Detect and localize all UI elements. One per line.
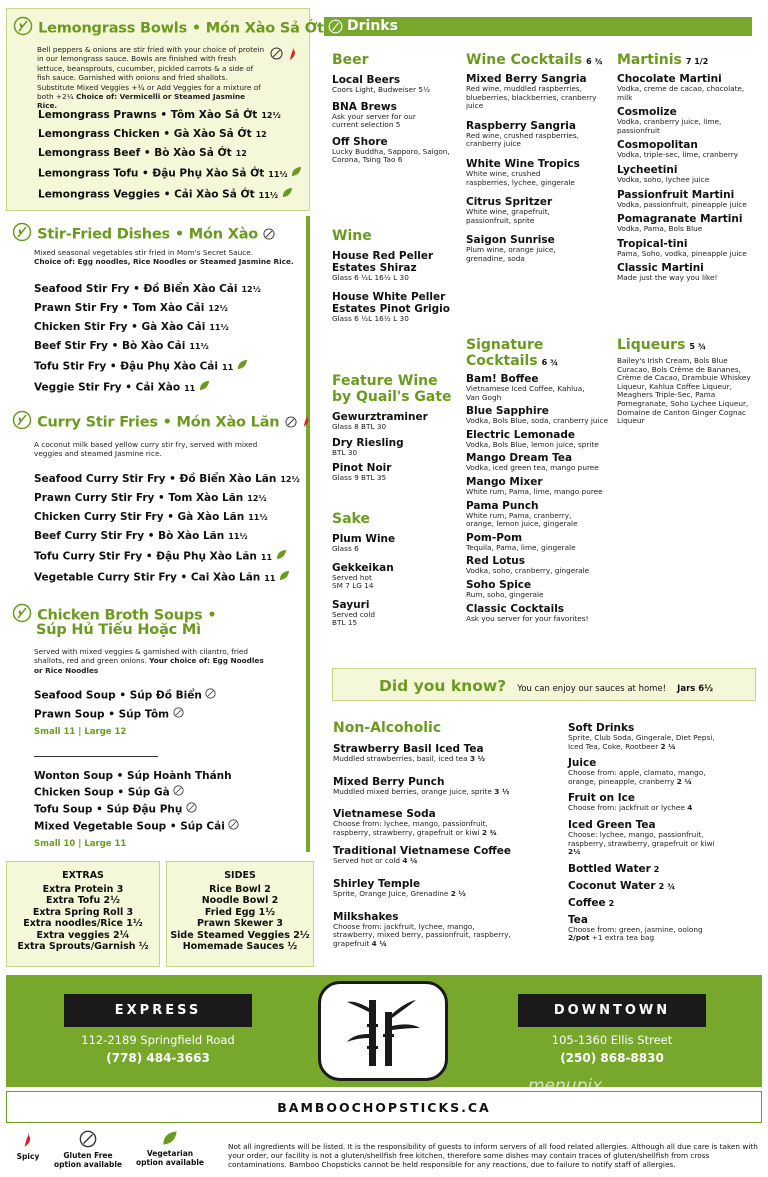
column-divider: [306, 216, 310, 852]
wine-cocktails-section: [466, 52, 610, 264]
drink-name: Red Lotus: [466, 555, 526, 568]
side-item: Fried Egg 1½: [204, 906, 276, 918]
curry-title: Curry Stir Fries • Món Xào Lăn: [37, 414, 280, 431]
drink-desc: Glass 6 ½L 16½ L 30: [332, 273, 409, 282]
gluten-free-icon: [12, 603, 32, 627]
side-item: Prawn Skewer 3: [196, 918, 284, 929]
jars-price: Jars 6½: [677, 684, 713, 694]
did-you-know-text: You can enjoy our sauces at home!: [517, 684, 667, 694]
menu-item: Lemongrass Beef • Bò Xào Sả Ớt 12: [38, 147, 247, 159]
drink-desc: Glass 8 BTL 30: [332, 422, 387, 431]
drink-name: Blue Sapphire: [466, 405, 549, 418]
menu-item: Veggie Stir Fry • Cải Xào 11: [34, 380, 261, 395]
non-alcoholic-title: Non-Alcoholic: [333, 720, 442, 736]
extra-item: Extra Sprouts/Garnish ½: [17, 941, 149, 952]
drink-desc: 2/pot +1 extra tea bag: [568, 933, 655, 943]
drink-name: Pama Punch: [466, 499, 539, 512]
drink-name: White Wine Tropics: [466, 157, 580, 170]
drink-desc: Muddled strawberries, basil, iced tea 3 ½: [333, 754, 486, 763]
extra-item: Extra veggies 2¼: [36, 929, 130, 941]
wine-section: [332, 228, 460, 323]
drink-name: Vietnamese Soda: [333, 808, 436, 821]
martinis-section: [617, 52, 761, 283]
gluten-free-icon: [13, 16, 33, 40]
website-link[interactable]: BAMBOOCHOPSTICKS.CA: [6, 1091, 762, 1123]
drink-name: Shirley Temple: [333, 877, 421, 890]
curry-desc: A coconut milk based yellow curry stir fry, served with mixed veggies and steamed Jasmine rice.: [34, 440, 258, 459]
express-address: 112-2189 Springfield Road: [81, 1033, 235, 1047]
drink-desc: Vodka, creme de cacao, chocolate, milk: [617, 84, 745, 102]
curry-title-row: [12, 410, 311, 434]
menu-item: Vegetable Curry Stir Fry • Cai Xào Lăn 11: [34, 570, 300, 585]
gluten-free-icon: [12, 410, 32, 434]
drink-desc: Coors Light, Budweiser 5½: [332, 85, 431, 94]
drink-desc: BTL 15: [332, 618, 358, 628]
menu-item: Lemongrass Chicken • Gà Xào Sả Ớt 12: [38, 128, 267, 140]
extra-item: Extra Protein 3: [42, 883, 124, 895]
stirfry-desc: Mixed seasonal vegetables stir fried in Mom's Secret Sauce. Choice of: Egg noodles, Rice Noodles or Steamed Jasmine Rice.: [34, 248, 294, 267]
drink-desc: Vietnamese Iced Coffee, Kahlua, Van Gogh: [466, 384, 585, 402]
soup-sizes: Small 10 | Large 11: [34, 839, 127, 849]
drink-desc: Sprite, Club Soda, Gingerale, Diet Pepsi, Iced Tea, Coke, Rootbeer 2 ¼: [568, 733, 715, 751]
signature-subtitle: Cocktails 6 ¾: [466, 353, 559, 369]
drink-name: Soho Spice: [466, 578, 532, 591]
beer-title: Beer: [332, 52, 369, 68]
drink-desc: Rum, soho, gingerale: [466, 589, 544, 599]
drink-desc: Choose from: jackfruit or lychee 4: [568, 803, 693, 813]
liqueurs-section: [617, 337, 759, 426]
menu-item: Chicken Soup • Súp Gà: [34, 785, 239, 800]
drink-name: Gekkeikan: [332, 561, 394, 574]
legend-veg-sub: option available: [135, 1157, 205, 1167]
drink-desc: Choose from: lychee, mango, passionfruit, raspberry, strawberry, grapefruit or kiwi 2 ¾: [333, 819, 498, 837]
menu-item: Prawn Curry Stir Fry • Tom Xào Lăn 12½: [34, 492, 267, 504]
drink-name: Off Shore: [332, 135, 388, 148]
drink-desc: Muddled mixed berries, orange juice, sprite 3 ½: [333, 786, 510, 796]
drink-desc: Glass 6 ½L 16½ L 30: [332, 313, 409, 323]
gluten-free-icon: [263, 225, 275, 244]
extra-item: Extra Tofu 2½: [46, 895, 120, 906]
extras-box: [6, 861, 160, 967]
drink-name: Pinot Noir: [332, 462, 392, 475]
drink-desc: Vodka, triple-sec, lime, cranberry: [617, 150, 739, 160]
liqueurs-title: Liqueurs 5 ¾: [617, 337, 707, 353]
drink-name: BNA Brews: [332, 100, 397, 113]
drink-desc: White wine, grapefruit, passionfruit, sprite: [466, 207, 550, 225]
stirfry-title: Stir-Fried Dishes • Món Xào: [37, 226, 259, 243]
drink-name: House White Peller Estates Pinot Grigio: [332, 290, 450, 315]
drink-name: Sayuri: [332, 598, 370, 611]
sake-title: Sake: [332, 511, 370, 527]
legend-spicy-label: Spicy: [16, 1152, 40, 1161]
sides-title: SIDES: [224, 870, 256, 881]
menu-item: Chicken Stir Fry • Gà Xào Cải 11½: [34, 321, 229, 333]
drink-desc: Choose from: apple, clamato, mango, orange, pineapple, cranberry 2 ¼: [568, 768, 706, 786]
drink-desc: Choose: lychee, mango, passionfruit, raspberry, strawberry, grapefruit or kiwi 2¼: [568, 829, 715, 857]
non-alcoholic-right: [568, 722, 754, 943]
menu-item: Lemongrass Tofu • Đậu Phụ Xào Sả Ớt 11½: [38, 166, 302, 181]
lemongrass-desc: Bell peppers & onions are stir fried with your choice of protein in our lemongrass sauce. Bowls are finished with fresh lettuce, beansprouts, cucumber, pickled carrots & a side of fish sauce. Garnished with onions and fried shallots. Substitute Mixed Veggies +¾ or Add Veggies for a mixture of both +2¼ Choice of: Vermicelli or Steamed Jasmine Rice.: [37, 45, 265, 111]
vegetarian-icon: [282, 187, 293, 202]
gluten-free-icon: [12, 222, 32, 246]
drink-name: Coconut Water 2 ¾: [568, 879, 676, 892]
drink-desc: Vodka, soho, lychee juice: [617, 174, 710, 184]
lemongrass-title-row: [13, 16, 324, 40]
did-you-know-banner: [332, 668, 756, 701]
chili-pepper-icon: [22, 1130, 34, 1148]
gluten-free-icon: [173, 785, 184, 800]
menu-item: Prawn Soup • Súp Tôm: [34, 707, 216, 722]
feature-wine-subtitle: by Quail's Gate: [332, 389, 452, 405]
signature-title: Signature: [466, 337, 544, 353]
lemongrass-section: [6, 8, 324, 211]
menu-item: Beef Curry Stir Fry • Bò Xào Lăn 11½: [34, 530, 248, 542]
drink-name: Pom-Pom: [466, 531, 523, 544]
soup-sizes: Small 11 | Large 12: [34, 727, 127, 737]
chili-pepper-icon: [302, 413, 311, 432]
express-phone[interactable]: (778) 484-3663: [106, 1051, 210, 1065]
drink-desc: Red wine, muddled raspberries, blueberries, blackberries, cranberry juice: [466, 84, 597, 111]
drink-desc: Ask you server for your favorites!: [466, 613, 589, 623]
drink-name: Pomagranate Martini: [617, 213, 743, 226]
lemongrass-list: [38, 109, 302, 202]
gluten-free-icon: [228, 819, 239, 834]
lemongrass-title: Lemongrass Bowls • Món Xào Sả Ớt: [38, 20, 324, 37]
drink-name: Gewurztraminer: [332, 411, 428, 423]
menu-item: Tofu Stir Fry • Đậu Phụ Xào Cải 11: [34, 359, 261, 374]
downtown-address: 105-1360 Ellis Street: [551, 1033, 673, 1047]
drink-name: Raspberry Sangria: [466, 119, 576, 132]
menu-item: Seafood Curry Stir Fry • Đồ Biển Xào Lăn 12½: [34, 473, 300, 485]
liqueurs-desc: Bailey's Irish Cream, Bols Blue Curacao, Bols Crème de Bananes, Crème de Cacao, Drambuie Whiskey Liqueur, Kahlua Coffee Liqueur, Meaghers Triple-Sec, Pama Pomegranate, Soho Lychee Liqueur, Domaine de Canton Ginger Cognac Liqueur: [617, 356, 751, 426]
drink-name: Dry Riesling: [332, 436, 404, 449]
legend-gluten-free: [50, 1130, 126, 1169]
drink-name: Classic Cocktails: [466, 602, 565, 615]
express-label: EXPRESS: [64, 994, 252, 1027]
drink-name: Mixed Berry Punch: [333, 775, 445, 788]
menu-item: Lemongrass Veggies • Cải Xào Sả Ớt 11½: [38, 187, 302, 202]
drink-desc: Served cold: [332, 609, 376, 619]
sides-box: [166, 861, 314, 967]
drink-name: Iced Green Tea: [568, 818, 656, 831]
drink-name: Electric Lemonade: [466, 428, 575, 441]
drink-name: Lycheetini: [617, 163, 678, 176]
soups-subtitle: Súp Hủ Tiếu Hoặc Mì: [36, 622, 201, 638]
side-item: Noodle Bowl 2: [201, 895, 279, 906]
legend-vegetarian: [130, 1130, 210, 1167]
vegetarian-icon: [279, 570, 290, 585]
drink-desc: Choose from: green, jasmine, oolong: [568, 924, 703, 934]
legend-gf-label: Gluten Free: [63, 1151, 113, 1160]
drink-desc: Glass 6: [332, 544, 359, 553]
did-you-know-row: [379, 676, 713, 695]
drink-name: Soft Drinks: [568, 722, 635, 734]
locations-banner: [6, 975, 762, 1087]
sake-section: [332, 511, 460, 628]
drink-desc: Vodka, Bols Blue, soda, cranberry juice: [466, 416, 609, 426]
gluten-free-icon: [173, 707, 184, 722]
drink-name: Bam! Boffee: [466, 373, 539, 385]
drink-name: Citrus Spritzer: [466, 196, 553, 209]
drink-desc: Vodka, Bols Blue, lemon juice, sprite: [466, 439, 599, 449]
drink-name: House Red Peller Estates Shiraz: [332, 250, 434, 274]
wine-title: Wine: [332, 228, 372, 244]
drink-name: Passionfruit Martini: [617, 188, 735, 201]
drink-desc: Sprite, Orange Juice, Grenadine 2 ½: [333, 888, 466, 898]
drink-desc: Vodka, iced green tea, mango puree: [466, 463, 599, 473]
curry-list: [34, 473, 300, 585]
drink-desc: Vodka, passionfruit, pineapple juice: [617, 199, 747, 209]
drink-desc: Served hot or cold 4 ¼: [333, 856, 418, 866]
vegetarian-icon: [291, 166, 302, 181]
drink-name: Fruit on Ice: [568, 792, 636, 805]
beer-section: [332, 52, 460, 165]
drink-desc: White rum, Pama, cranberry, orange, lemon juice, gingerale: [466, 510, 578, 529]
drink-desc: White wine, crushed raspberries, lychee, gingerale: [466, 168, 575, 187]
drink-name: Strawberry Basil Iced Tea: [333, 743, 484, 755]
menu-item: Prawn Stir Fry • Tom Xào Cải 12½: [34, 302, 228, 314]
extras-title: EXTRAS: [62, 870, 104, 881]
menu-item: Mixed Vegetable Soup • Súp Cải: [34, 819, 239, 834]
downtown-phone[interactable]: (250) 868-8830: [560, 1051, 664, 1065]
drink-desc: Vodka, cranberry juice, lime, passionfruit: [617, 117, 722, 135]
drink-name: Mango Mixer: [466, 475, 543, 488]
allergy-disclaimer: Not all ingredients will be listed. It is the responsibility of guests to inform servers of all food related allergies. Although all due care is taken with your order, our facility is not a gluten/shellfish free kitchen, therefore some dishes may contain traces of gluten/shellfish from cross contaminations. Bamboo Chopsticks cannot be held responsible for any reactions, due to failure to notify staff of allergies.: [228, 1142, 758, 1169]
drink-desc: Plum wine, orange juice, grenadine, soda: [466, 245, 556, 263]
vegetarian-icon: [237, 359, 248, 374]
drink-desc: White rum, Pama, lime, mango puree: [466, 486, 603, 496]
downtown-label: DOWNTOWN: [518, 994, 706, 1027]
watermark: menupix: [528, 1076, 603, 1096]
vegetarian-icon: [162, 1130, 178, 1146]
drink-desc: Vodka, soho, cranberry, gingerale: [466, 566, 590, 576]
menu-item: Lemongrass Prawns • Tôm Xào Sả Ớt 12½: [38, 109, 281, 121]
drink-name: Mixed Berry Sangria: [466, 73, 587, 85]
extra-item: Extra noodles/Rice 1½: [23, 918, 143, 929]
menu-item: Beef Stir Fry • Bò Xào Cải 11½: [34, 340, 209, 352]
soups-list-1: [34, 688, 216, 737]
legend-gf-sub: option available: [53, 1159, 123, 1169]
drink-desc: Ask your server for our current selection 5: [332, 111, 416, 130]
drink-desc: Vodka, Pama, Bols Blue: [617, 224, 703, 234]
gluten-free-icon: [270, 45, 283, 64]
vegetarian-icon: [199, 380, 210, 395]
side-item: Rice Bowl 2: [209, 883, 271, 895]
signature-cocktails-section: [466, 337, 610, 623]
non-alcoholic-left: [333, 743, 561, 948]
menu-item: Tofu Soup • Súp Đậu Phụ: [34, 802, 239, 817]
feature-wine-title: Feature Wine: [332, 373, 438, 389]
drink-name: Chocolate Martini: [617, 73, 722, 85]
drink-name: Juice: [568, 757, 597, 770]
soups-title: Chicken Broth Soups •: [37, 607, 217, 624]
vegetarian-icon: [276, 549, 287, 564]
legend-veg-label: Vegetarian: [146, 1149, 194, 1158]
drink-desc: BTL 30: [332, 447, 358, 457]
drink-desc: Glass 9 BTL 35: [332, 473, 387, 483]
drink-name: Coffee 2: [568, 896, 615, 909]
side-item: Side Steamed Veggies 2½: [170, 929, 310, 941]
drink-name: Plum Wine: [332, 533, 396, 545]
drink-name: Milkshakes: [333, 910, 399, 923]
drink-name: Classic Martini: [617, 262, 704, 275]
extra-item: Extra Spring Roll 3: [32, 906, 134, 918]
drink-name: Tea: [568, 913, 588, 926]
divider: [34, 756, 158, 757]
stirfry-list: [34, 283, 261, 395]
menu-item: Wonton Soup • Súp Hoành Thánh: [34, 770, 232, 782]
legend-spicy: [10, 1130, 46, 1161]
drink-name: Mango Dream Tea: [466, 452, 573, 465]
drink-name: Saigon Sunrise: [466, 234, 555, 247]
drink-name: Cosmopolitan: [617, 139, 698, 152]
bamboo-logo-icon: [321, 984, 445, 1078]
drink-desc: Red wine, crushed raspberries, cranberry juice: [466, 130, 579, 149]
drink-name: Bottled Water 2: [568, 862, 660, 875]
gluten-free-icon: [285, 413, 297, 432]
soups-list-2: [34, 770, 239, 849]
did-you-know-title: Did you know?: [379, 677, 507, 695]
feature-wine-section: [332, 373, 460, 483]
drinks-header-bar: [324, 17, 752, 36]
stirfry-title-row: [12, 222, 275, 246]
martinis-title: Martinis 7 1/2: [617, 52, 709, 68]
menu-item: Tofu Curry Stir Fry • Đậu Phụ Xào Lăn 11: [34, 549, 300, 564]
drink-name: Traditional Vietnamese Coffee: [333, 845, 512, 858]
drink-name: Cosmolize: [617, 106, 677, 119]
drink-name: Local Beers: [332, 74, 401, 86]
drink-desc: Tequila, Pama, lime, gingerale: [466, 542, 576, 552]
soups-desc: Served with mixed veggies & garnished with cilantro, fried shallots, red and green onions. Your choice of: Egg Noodles or Rice Noodles: [34, 647, 264, 675]
drink-desc: Served hot: [332, 572, 372, 582]
gluten-free-icon: [205, 688, 216, 703]
drink-desc: Pama, Soho, vodka, pineapple juice: [617, 248, 747, 258]
drink-name: Tropical-tini: [617, 237, 688, 250]
menu-item: Seafood Stir Fry • Đồ Biển Xào Cải 12½: [34, 283, 261, 295]
menu-item: Chicken Curry Stir Fry • Gà Xào Lăn 11½: [34, 511, 268, 523]
drink-desc: Lucky Buddha, Sapporo, Saigon, Corona, Tsing Tao 6: [332, 146, 450, 165]
menu-item: Seafood Soup • Súp Đồ Biển: [34, 688, 216, 703]
drinks-title: Drinks: [347, 18, 398, 34]
gluten-free-icon: [79, 1130, 97, 1148]
wine-cocktails-title: Wine Cocktails 6 ¾: [466, 52, 603, 68]
logo: [318, 981, 448, 1081]
gluten-free-icon: [186, 802, 197, 817]
gluten-free-icon: [328, 19, 343, 38]
drink-desc: SM 7 LG 14: [332, 581, 374, 591]
side-item: Homemade Sauces ½: [182, 941, 298, 952]
drink-desc: Made just the way you like!: [617, 273, 718, 283]
chili-pepper-icon: [288, 45, 298, 65]
drink-desc: Choose from: jackfruit, lychee, mango, strawberry, mixed berry, passionfruit, raspberry, grapefruit 4 ¼: [333, 921, 511, 948]
